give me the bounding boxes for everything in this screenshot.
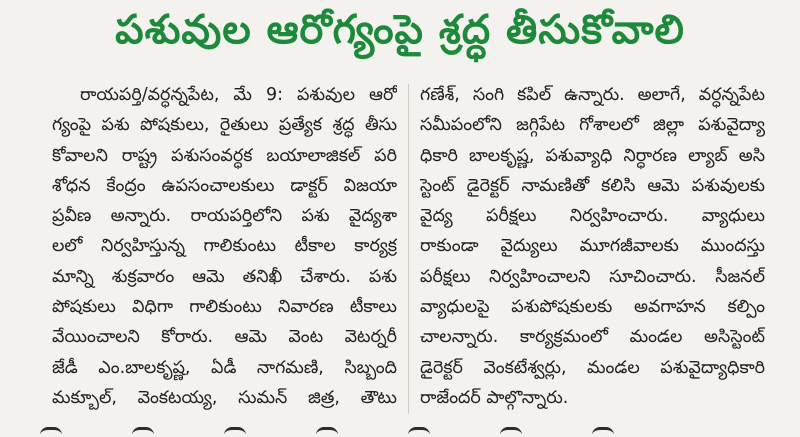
article-line: రాజేందర్ పాల్గొన్నారు. — [420, 387, 569, 408]
article-line: వ్యాధులపై పశుపోషకులకు అవగాహన కల్పిం — [420, 297, 765, 318]
article-line: డైరెక్టర్ వెంకటేశ్వర్లు, మండల పశువైద్యాధికారి — [420, 357, 765, 378]
article-line: సమీపంలోని జగ్గిపేట గోశాలలో జిల్లా పశువైద్యా — [420, 115, 765, 136]
article-column-left — [52, 80, 397, 413]
article-line: రాయపర్తి/వర్ధన్నపేట, మే 9: పశువుల ఆరో — [80, 85, 397, 105]
article-line: లలో నిర్వహిస్తున్న గాలికుంటు టీకాల కార్యక్ర — [52, 236, 397, 257]
article-line: చాలన్నారు. కార్యక్రమంలో మండల అసిస్టెంట్ — [420, 327, 765, 348]
article-line: పోషకులు విధిగా గాలికుంటు నివారణ టీకాలు — [52, 297, 397, 318]
article-line: ధికారి బాలకృష్ణ, పశువ్యాధి నిర్ధారణ ల్యాబ్ అసి — [420, 145, 765, 166]
article-column-right — [420, 80, 765, 413]
article-line: ప్రవీణ అన్నారు. రాయపర్తిలోని పశు వైద్యశా — [52, 206, 397, 227]
article-line: స్టెంట్ డైరెక్టర్ నామణితో కలిసి ఆమె పశువులకు — [420, 175, 765, 196]
article-line: పరీక్షలు నిర్వహించాలని సూచించారు. సీజనల్ — [420, 266, 765, 287]
column-divider — [408, 84, 409, 414]
cropped-next-line — [40, 423, 770, 437]
article-line: మక్బూల్, వెంకటయ్య, సుమన్ జిత్ర, తౌటు — [52, 387, 397, 408]
article-line: కోవాలని రాష్ట్ర పశుసంవర్ధక బయాలాజికల్ పరి — [52, 145, 397, 166]
article-headline: పశువుల ఆరోగ్యంపై శ్రద్ధ తీసుకోవాలి — [115, 7, 685, 53]
article-line: వైద్య పరీక్షలు నిర్వహించారు. వ్యాధులు — [420, 206, 765, 227]
article-line: గణేశ్, సంగి కపిల్ ఉన్నారు. అలాగే, వర్ధన్నపేట — [420, 85, 765, 105]
article-line: గ్యంపై పశు పోషకులు, రైతులు ప్రత్యేక శ్రద్ధ తీసు — [52, 115, 397, 136]
article-line: రాకుండా వైద్యులు మూగజీవాలకు ముందస్తు — [420, 236, 765, 257]
article-line: మాన్ని శుక్రవారం ఆమె తనిఖీ చేశారు. పశు — [52, 266, 397, 287]
article-line: శోధన కేంద్రం ఉపసంచాలకులు డాక్టర్ విజయా — [52, 175, 397, 196]
article-line: వేయించాలని కోరారు. ఆమె వెంట వెటర్నరీ — [52, 327, 397, 348]
article-line: జేడీ ఎం.బాలకృష్ణ, ఏడీ నాగమణి, సిబ్బంది — [52, 357, 397, 378]
